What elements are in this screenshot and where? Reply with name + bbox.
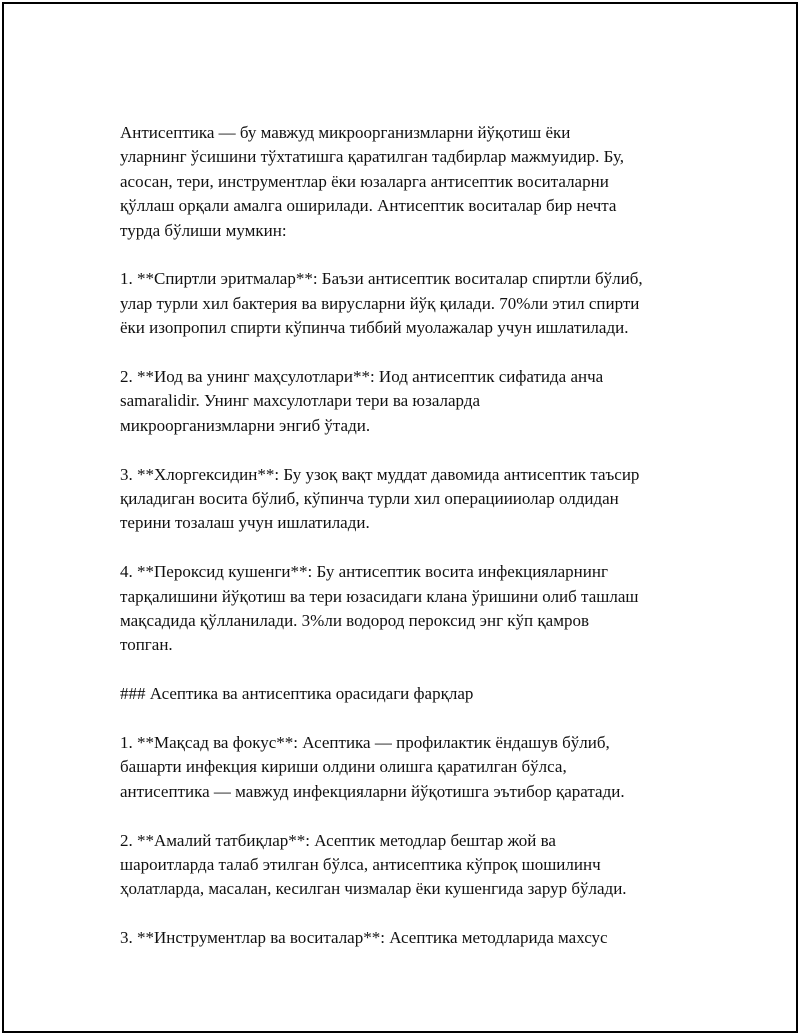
text-line: мақсадида қўлланилади. 3%ли водород пероксид энг кўп қамров: [120, 611, 589, 631]
text-line: ҳолатларда, масалан, кесилган чизмалар ёки кушенгида зарур бўлади.: [120, 879, 627, 899]
text-line: топган.: [120, 635, 173, 655]
text-line: башарти инфекция кириши олдини олишга қаратилган бўлса,: [120, 757, 567, 777]
text-line: samaralidir. Унинг махсулотлари тери ва юзаларда: [120, 391, 481, 411]
text-line: ёки изопропил спирти кўпинча тиббий муолажалар учун ишлатилади.: [120, 318, 629, 338]
text-line: қиладиган восита бўлиб, кўпинча турли хил операциииолар олдидан: [120, 489, 619, 509]
text-line: микроорганизмларни энгиб ўтади.: [120, 415, 371, 435]
text-line: терини тозалаш учун ишлатилади.: [120, 513, 370, 533]
text-line: 3. **Инструментлар ва воситалар**: Асептика методларида махсус: [120, 928, 608, 948]
text-line: қўллаш орқали амалга оширилади. Антисептик воситалар бир нечта: [120, 196, 617, 216]
text-line: 3. **Хлоргексидин**: Бу узоқ вақт муддат давомида антисептик таъсир: [120, 464, 640, 484]
text-line: Антисептика — бу мавжуд микроорганизмларни йўқотиш ёки: [120, 123, 571, 142]
list-item-practical-applications: [120, 829, 700, 902]
document-page: [2, 2, 798, 1033]
list-item-purpose-focus: [120, 731, 700, 804]
document-body: [120, 121, 700, 975]
text-line: 4. **Пероксид кушенги**: Бу антисептик восита инфекцияларнинг: [120, 562, 608, 582]
text-line: шароитларда талаб этилган бўлса, антисептика кўпроқ шошилинч: [120, 855, 601, 875]
text-line: 2. **Иод ва унинг маҳсулотлари**: Иод антисептик сифатида анча: [120, 367, 604, 387]
text-line: асосан, тери, инструментлар ёки юзаларга антисептик воситаларни: [120, 171, 609, 191]
list-item-instruments: [120, 926, 700, 950]
list-item-chlorhexidine: [120, 463, 700, 536]
text-line: турда бўлиши мумкин:: [120, 220, 287, 240]
list-item-alcohol-solutions: [120, 267, 700, 340]
list-item-peroxide: [120, 560, 700, 658]
text-line: 2. **Амалий татбиқлар**: Асептик методлар бештар жой ва: [120, 830, 556, 850]
text-line: тарқалишини йўқотиш ва тери юзасидаги клана ўришини олиб ташлаш: [120, 586, 639, 606]
text-line: уларнинг ўсишини тўхтатишга қаратилган тадбирлар мажмуидир. Бу,: [120, 147, 625, 167]
text-line: 1. **Мақсад ва фокус**: Асептика — профилактик ёндашув бўлиб,: [120, 733, 610, 753]
text-line: улар турли хил бактерия ва вирусларни йўқ қилади. 70%ли этил спирти: [120, 293, 640, 313]
section-heading: [120, 682, 700, 706]
list-item-iodine: [120, 365, 700, 438]
text-line: 1. **Спиртли эритмалар**: Баъзи антисептик воситалар спиртли бўлиб,: [120, 269, 643, 289]
heading-line: ### Асептика ва антисептика орасидаги фарқлар: [120, 684, 474, 704]
text-line: антисептика — мавжуд инфекцияларни йўқотишга эътибор қаратади.: [120, 781, 625, 801]
paragraph-intro: [120, 121, 700, 243]
